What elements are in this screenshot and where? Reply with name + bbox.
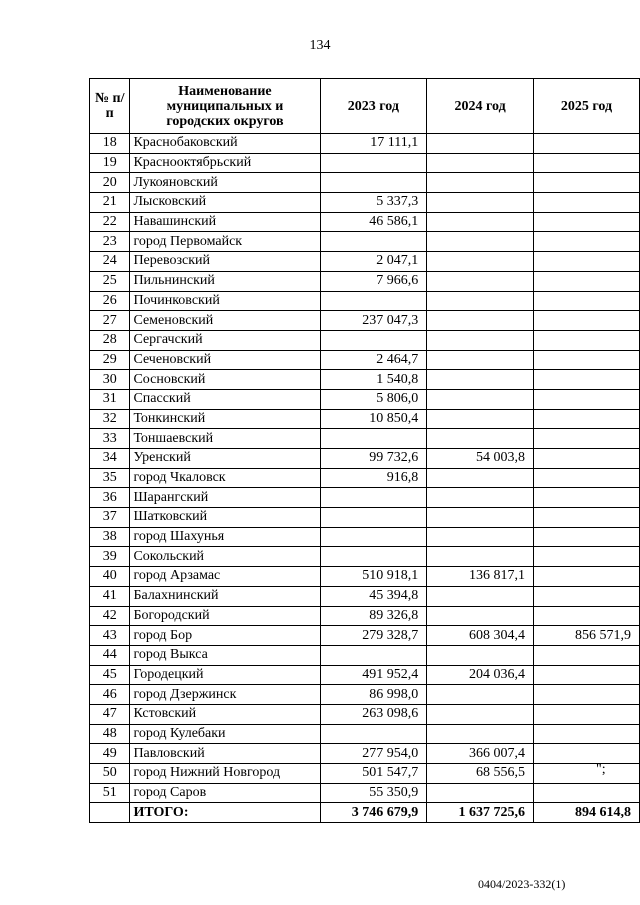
row-number: 26 [90, 291, 130, 311]
row-number: 22 [90, 212, 130, 232]
table-row [90, 468, 640, 488]
value-2023: 279 328,7 [320, 626, 427, 646]
row-number: 24 [90, 252, 130, 272]
value-2023: 17 111,1 [320, 134, 427, 154]
value-2025 [533, 173, 639, 193]
value-2025 [533, 291, 639, 311]
district-name: Балахнинский [130, 586, 320, 606]
value-2023: 5 806,0 [320, 389, 427, 409]
district-name: Сосновский [130, 370, 320, 390]
district-name: город Саров [130, 783, 320, 803]
row-number: 21 [90, 193, 130, 213]
table-row [90, 429, 640, 449]
district-name: Шатковский [130, 508, 320, 528]
table-row [90, 783, 640, 803]
value-2024: 204 036,4 [427, 665, 534, 685]
district-name: Шарангский [130, 488, 320, 508]
district-name: город Кулебаки [130, 724, 320, 744]
row-number: 38 [90, 527, 130, 547]
value-2023 [320, 173, 427, 193]
district-name: город Чкаловск [130, 468, 320, 488]
district-name: город Дзержинск [130, 685, 320, 705]
value-2024 [427, 173, 534, 193]
header-2024: 2024 год [427, 79, 534, 134]
value-2024 [427, 252, 534, 272]
value-2025 [533, 665, 639, 685]
district-name: Краснобаковский [130, 134, 320, 154]
district-name: Сокольский [130, 547, 320, 567]
district-name: Пильнинский [130, 271, 320, 291]
value-2025 [533, 193, 639, 213]
row-number: 37 [90, 508, 130, 528]
value-2023: 237 047,3 [320, 311, 427, 331]
header-num: № п/п [90, 79, 130, 134]
total-2024: 1 637 725,6 [427, 803, 534, 823]
value-2025 [533, 311, 639, 331]
value-2025 [533, 409, 639, 429]
district-name: город Первомайск [130, 232, 320, 252]
row-number: 49 [90, 744, 130, 764]
district-name: Сеченовский [130, 350, 320, 370]
table-row [90, 291, 640, 311]
value-2024 [427, 606, 534, 626]
row-number: 28 [90, 330, 130, 350]
value-2025 [533, 232, 639, 252]
row-number: 51 [90, 783, 130, 803]
table-row [90, 449, 640, 469]
value-2025 [533, 744, 639, 764]
district-name: Уренский [130, 449, 320, 469]
value-2023: 263 098,6 [320, 704, 427, 724]
district-name: Городецкий [130, 665, 320, 685]
value-2025 [533, 527, 639, 547]
value-2024 [427, 389, 534, 409]
value-2023: 491 952,4 [320, 665, 427, 685]
closing-quote-mark: "; [596, 762, 606, 777]
value-2024 [427, 685, 534, 705]
table-row [90, 370, 640, 390]
value-2025 [533, 567, 639, 587]
district-name: Спасский [130, 389, 320, 409]
row-number: 40 [90, 567, 130, 587]
value-2025 [533, 370, 639, 390]
row-number: 42 [90, 606, 130, 626]
table-row [90, 764, 640, 784]
table-row [90, 350, 640, 370]
table-row [90, 193, 640, 213]
header-2025: 2025 год [533, 79, 639, 134]
table-row [90, 606, 640, 626]
value-2024 [427, 586, 534, 606]
value-2024 [427, 527, 534, 547]
value-2023: 55 350,9 [320, 783, 427, 803]
value-2023: 10 850,4 [320, 409, 427, 429]
value-2024 [427, 134, 534, 154]
row-number: 30 [90, 370, 130, 390]
table-row [90, 567, 640, 587]
value-2023: 916,8 [320, 468, 427, 488]
value-2024 [427, 547, 534, 567]
table-row [90, 153, 640, 173]
table-row [90, 508, 640, 528]
value-2023 [320, 527, 427, 547]
value-2023 [320, 330, 427, 350]
row-number: 18 [90, 134, 130, 154]
value-2024 [427, 330, 534, 350]
value-2023 [320, 232, 427, 252]
district-name: Тоншаевский [130, 429, 320, 449]
table-row [90, 252, 640, 272]
table-row [90, 330, 640, 350]
municipal-funding-table [89, 78, 640, 823]
value-2024 [427, 724, 534, 744]
value-2025 [533, 134, 639, 154]
row-number: 44 [90, 645, 130, 665]
value-2024: 366 007,4 [427, 744, 534, 764]
table-row [90, 665, 640, 685]
table-body [90, 134, 640, 803]
table-row [90, 488, 640, 508]
district-name: город Бор [130, 626, 320, 646]
value-2023: 277 954,0 [320, 744, 427, 764]
table-row [90, 271, 640, 291]
value-2025 [533, 212, 639, 232]
district-name: Лукояновский [130, 173, 320, 193]
row-number: 41 [90, 586, 130, 606]
total-row [90, 803, 640, 823]
page-number: 134 [309, 38, 331, 53]
value-2025 [533, 330, 639, 350]
value-2024 [427, 350, 534, 370]
row-number: 39 [90, 547, 130, 567]
value-2024 [427, 488, 534, 508]
row-number: 43 [90, 626, 130, 646]
row-number: 23 [90, 232, 130, 252]
row-number: 47 [90, 704, 130, 724]
value-2023 [320, 291, 427, 311]
value-2023 [320, 645, 427, 665]
value-2025 [533, 606, 639, 626]
value-2025 [533, 429, 639, 449]
row-number: 46 [90, 685, 130, 705]
row-number: 19 [90, 153, 130, 173]
value-2025 [533, 252, 639, 272]
value-2025 [533, 586, 639, 606]
value-2023 [320, 508, 427, 528]
value-2024: 68 556,5 [427, 764, 534, 784]
value-2023: 46 586,1 [320, 212, 427, 232]
district-name: Кстовский [130, 704, 320, 724]
value-2023: 45 394,8 [320, 586, 427, 606]
value-2025 [533, 724, 639, 744]
value-2023: 86 998,0 [320, 685, 427, 705]
value-2025 [533, 764, 639, 784]
district-name: Павловский [130, 744, 320, 764]
table-row [90, 409, 640, 429]
row-number: 27 [90, 311, 130, 331]
value-2024 [427, 409, 534, 429]
total-num-cell [90, 803, 130, 823]
row-number: 20 [90, 173, 130, 193]
value-2023: 7 966,6 [320, 271, 427, 291]
value-2023: 99 732,6 [320, 449, 427, 469]
value-2024: 136 817,1 [427, 567, 534, 587]
row-number: 45 [90, 665, 130, 685]
value-2024 [427, 212, 534, 232]
table-row [90, 724, 640, 744]
value-2024 [427, 429, 534, 449]
value-2024 [427, 311, 534, 331]
district-name: Навашинский [130, 212, 320, 232]
table-row [90, 527, 640, 547]
value-2025 [533, 783, 639, 803]
district-name: Сергачский [130, 330, 320, 350]
value-2025 [533, 350, 639, 370]
value-2023 [320, 488, 427, 508]
value-2023 [320, 547, 427, 567]
value-2024 [427, 468, 534, 488]
district-name: город Выкса [130, 645, 320, 665]
row-number: 35 [90, 468, 130, 488]
value-2025 [533, 645, 639, 665]
value-2023: 1 540,8 [320, 370, 427, 390]
value-2025 [533, 508, 639, 528]
row-number: 33 [90, 429, 130, 449]
row-number: 50 [90, 764, 130, 784]
district-name: Тонкинский [130, 409, 320, 429]
value-2025 [533, 389, 639, 409]
value-2023 [320, 153, 427, 173]
table-row [90, 212, 640, 232]
table-row [90, 744, 640, 764]
value-2024: 608 304,4 [427, 626, 534, 646]
district-name: Богородский [130, 606, 320, 626]
value-2025 [533, 271, 639, 291]
district-name: город Нижний Новгород [130, 764, 320, 784]
table-row [90, 645, 640, 665]
table-row [90, 685, 640, 705]
row-number: 32 [90, 409, 130, 429]
value-2024 [427, 193, 534, 213]
value-2025 [533, 488, 639, 508]
district-name: город Шахунья [130, 527, 320, 547]
value-2025 [533, 547, 639, 567]
table-row [90, 704, 640, 724]
document-code: 0404/2023-332(1) [478, 877, 566, 891]
value-2025 [533, 704, 639, 724]
row-number: 25 [90, 271, 130, 291]
value-2024 [427, 153, 534, 173]
total-2025: 894 614,8 [533, 803, 639, 823]
row-number: 48 [90, 724, 130, 744]
value-2023: 2 464,7 [320, 350, 427, 370]
value-2024 [427, 645, 534, 665]
value-2025 [533, 685, 639, 705]
value-2024 [427, 704, 534, 724]
value-2023: 89 326,8 [320, 606, 427, 626]
header-2023: 2023 год [320, 79, 427, 134]
value-2024 [427, 291, 534, 311]
value-2025 [533, 449, 639, 469]
row-number: 29 [90, 350, 130, 370]
total-2023: 3 746 679,9 [320, 803, 427, 823]
district-name: Починковский [130, 291, 320, 311]
value-2024 [427, 370, 534, 390]
value-2024: 54 003,8 [427, 449, 534, 469]
row-number: 34 [90, 449, 130, 469]
table-row [90, 586, 640, 606]
table-row [90, 626, 640, 646]
table-row [90, 134, 640, 154]
district-name: город Арзамас [130, 567, 320, 587]
header-name: Наименование муниципальных и городских округов [130, 79, 320, 134]
value-2025: 856 571,9 [533, 626, 639, 646]
value-2025 [533, 468, 639, 488]
row-number: 31 [90, 389, 130, 409]
row-number: 36 [90, 488, 130, 508]
value-2024 [427, 783, 534, 803]
total-label: ИТОГО: [130, 803, 320, 823]
table-row [90, 389, 640, 409]
value-2025 [533, 153, 639, 173]
table-row [90, 311, 640, 331]
table-header-row [90, 79, 640, 134]
district-name: Лысковский [130, 193, 320, 213]
table-row [90, 232, 640, 252]
value-2023: 5 337,3 [320, 193, 427, 213]
district-name: Краснооктябрьский [130, 153, 320, 173]
value-2023: 510 918,1 [320, 567, 427, 587]
district-name: Перевозский [130, 252, 320, 272]
value-2024 [427, 508, 534, 528]
value-2024 [427, 232, 534, 252]
table-row [90, 173, 640, 193]
table-row [90, 547, 640, 567]
value-2024 [427, 271, 534, 291]
value-2023: 2 047,1 [320, 252, 427, 272]
value-2023: 501 547,7 [320, 764, 427, 784]
value-2023 [320, 429, 427, 449]
district-name: Семеновский [130, 311, 320, 331]
value-2023 [320, 724, 427, 744]
